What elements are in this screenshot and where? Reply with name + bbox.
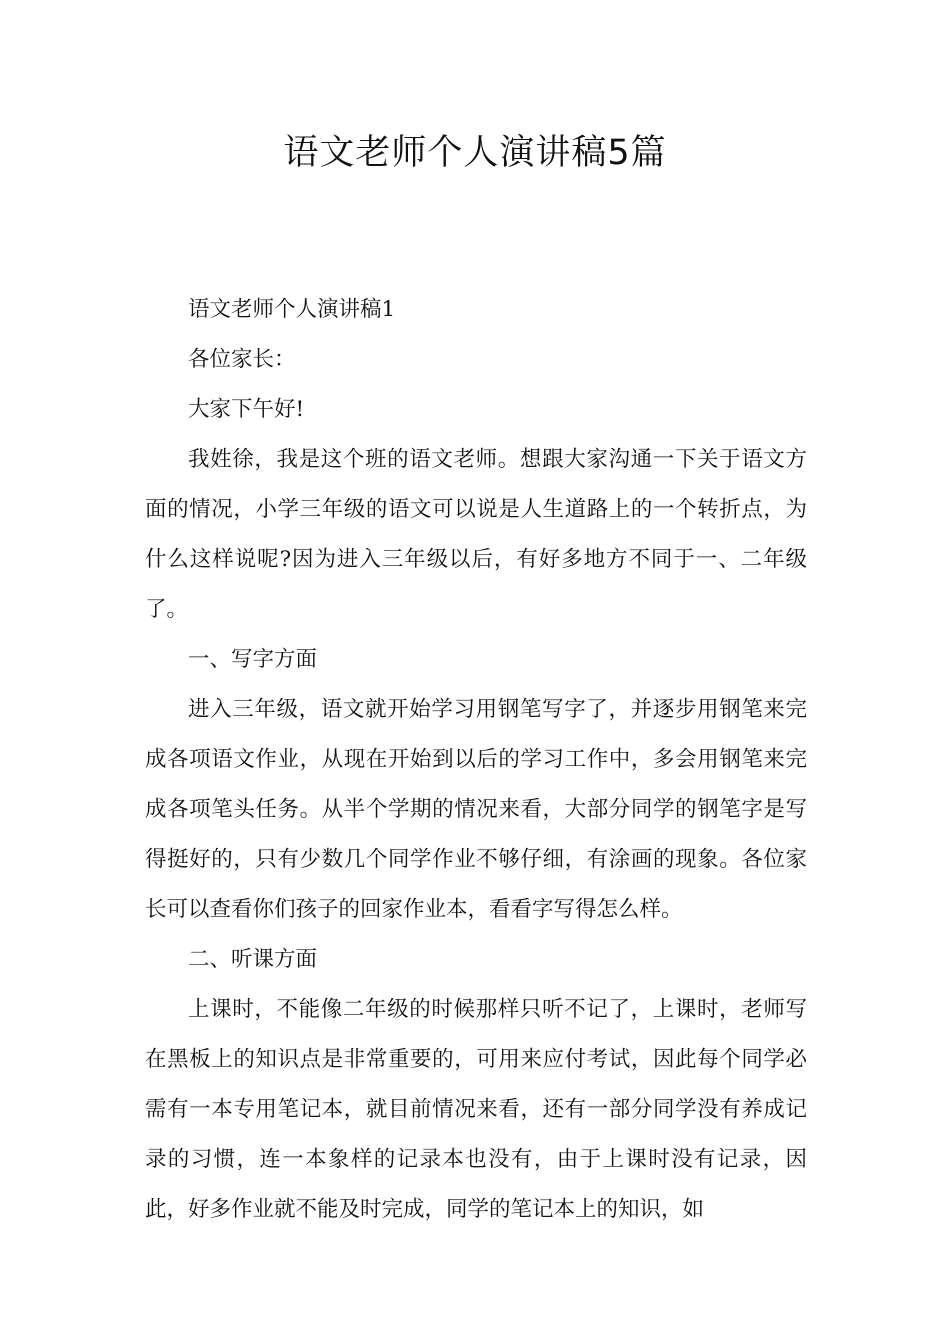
- greeting: 大家下午好!: [188, 397, 305, 422]
- subheading-writing: 一、写字方面: [188, 647, 318, 672]
- section-heading: 语文老师个人演讲稿1: [188, 297, 396, 322]
- body-paragraph: 上课时，不能像二年级的时候那样只听不记了，上课时，老师写在黑板上的知识点是非常重要的，可用来应付考试，因此每个同学必需有一本专用笔记本，就目前情况来看，还有一部分同学没有养成记录的习惯，连一本象样的记录本也没有，由于上课时没有记录，因此，好多作业就不能及时完成，同学的笔记本上的知识，如: [145, 997, 807, 1222]
- body-paragraph: 进入三年级，语文就开始学习用钢笔写字了，并逐步用钢笔来完成各项语文作业，从现在开始到以后的学习工作中，多会用钢笔来完成各项笔头任务。从半个学期的情况来看，大部分同学的钢笔字是写得挺好的，只有少数几个同学作业不够仔细，有涂画的现象。各位家长可以查看你们孩子的回家作业本，看看字写得怎么样。: [145, 697, 807, 922]
- body-paragraph: 我姓徐，我是这个班的语文老师。想跟大家沟通一下关于语文方面的情况，小学三年级的语文可以说是人生道路上的一个转折点，为什么这样说呢?因为进入三年级以后，有好多地方不同于一、二年级了。: [145, 447, 807, 622]
- salutation: 各位家长：: [188, 347, 296, 372]
- document-title: 语文老师个人演讲稿5篇: [283, 133, 667, 173]
- subheading-listening: 二、听课方面: [188, 947, 318, 972]
- document-body: [145, 285, 807, 1235]
